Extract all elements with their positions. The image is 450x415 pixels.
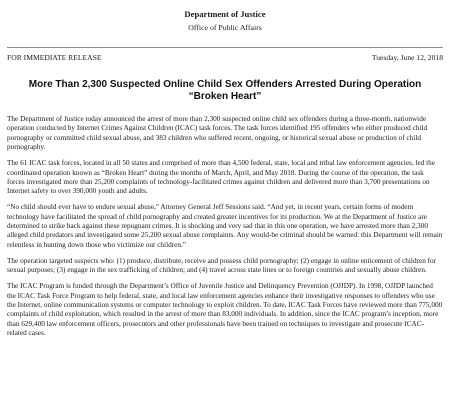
release-label: FOR IMMEDIATE RELEASE [7, 53, 102, 62]
paragraph: “No child should ever have to endure sexual abuse,” Attorney General Jeff Sessions said. “And yet, in recent years, certain forms of modern technology have facilitated the spread of child pornography and created greater incentives for its production. We at the Department of Justice are determined to strike back against these repugnant crimes. It is shocking and very sad that in this one operation, we have arrested more than 2,300 alleged child predators and investigated some 25,200 sexual abuse complaints. Any would-be criminal should be warned: this Department will remain relentless in hunting down those who victimize our children.” [7, 203, 443, 249]
release-info [7, 53, 443, 63]
paragraph: The Department of Justice today announced the arrest of more than 2,300 suspected online child sex offenders during a three-month, nationwide operation conducted by Internet Crimes Against Children (ICAC) task forces. The task forces identified 195 offenders who either produced child pornography or committed child sexual abuse, and 383 children who suffered recent, ongoing, or historical sexual abuse or production of child pornography. [7, 115, 428, 152]
agency-name: Department of Justice [184, 9, 266, 19]
headline: More Than 2,300 Suspected Online Child Sex Offenders Arrested During Operation “Broken Heart” [28, 79, 422, 102]
paragraph: The ICAC Program is funded through the Department’s Office of Juvenile Justice and Delinquency Prevention (OJJDP). In 1998, OJJDP launched the ICAC Task Force Program to help federal, state, and local law enforcement agencies enhance their investigative responses to offenders who use the Internet, online communication systems or computer technology to exploit children. To date, ICAC Task Forces have reviewed more than 775,000 complaints of child exploitation, which resulted in the arrest of more than 83,000 individuals. In addition, since the ICAC program’s inception, more than 629,400 law enforcement officers, prosecutors and other professionals have been trained on techniques to investigate and prosecute ICAC-related cases. [7, 282, 443, 338]
paragraph: The 61 ICAC task forces, located in all 50 states and comprised of more than 4,500 federal, state, local and tribal law enforcement agencies, led the coordinated operation known as “Broken Heart” during the months of March, April, and May 2018. During the course of the operation, the task forces investigated more than 25,200 complaints of technology-facilitated crimes against children and delivered more than 3,700 presentations on Internet safety to over 390,000 youth and adults. [7, 159, 436, 196]
masthead [7, 0, 443, 33]
header-divider [7, 47, 443, 48]
office-name: Office of Public Affairs [188, 23, 262, 32]
paragraph: The operation targeted suspects who: (1) produce, distribute, receive and possess child pornography; (2) engage in online enticement of children for sexual purposes; (3) engage in the sex trafficking of children; and (4) travel across state lines or to foreign countries and sexually abuse children. [7, 256, 437, 275]
article-body [7, 115, 443, 339]
release-date: Tuesday, June 12, 2018 [371, 53, 443, 62]
